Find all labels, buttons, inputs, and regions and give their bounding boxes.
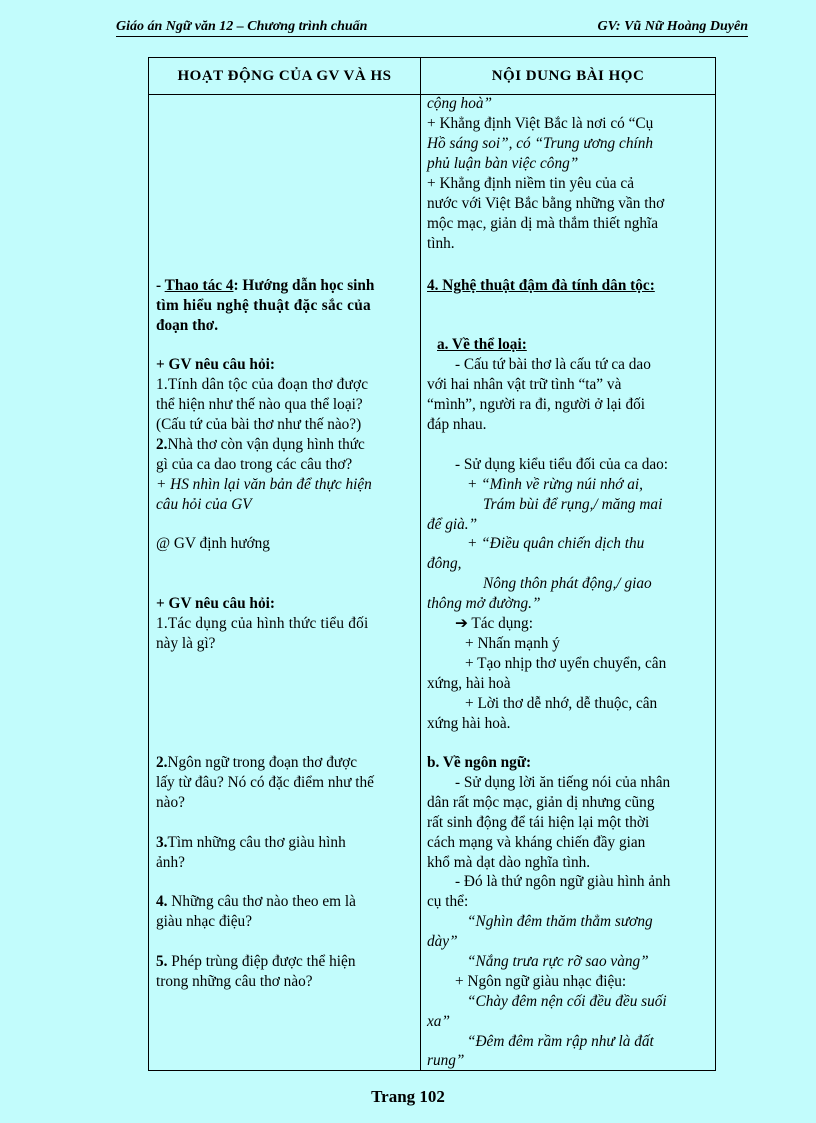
right-text-line: + Khẳng định Việt Bắc là nơi có “Cụ	[427, 115, 654, 132]
right-text-line: + Tạo nhịp thơ uyển chuyển, cân	[465, 655, 667, 672]
right-text-line: + Nhấn mạnh ý	[465, 635, 560, 652]
right-text-line: + Ngôn ngữ giàu nhạc điệu:	[455, 973, 627, 990]
text-fragment: Ngôn ngữ trong đoạn thơ được	[167, 754, 358, 771]
lesson-table	[148, 57, 716, 1071]
right-poem-line: Nông thôn phát động,/ giao	[483, 575, 652, 592]
question-number: 2.	[156, 754, 168, 771]
left-text-line: lấy từ đâu? Nó có đặc điểm như thế	[156, 774, 374, 791]
subsection-heading-language: b. Về ngôn ngữ:	[427, 754, 532, 771]
left-question-line	[156, 753, 357, 773]
right-poem-line: “Đêm đêm rầm rập như là đất	[467, 1033, 654, 1050]
right-text-line: xứng hài hoà.	[427, 715, 511, 732]
page-header	[116, 19, 748, 37]
right-text-line: đáp nhau.	[427, 416, 487, 433]
right-text-line: tình.	[427, 235, 455, 252]
right-text-line: dân rất mộc mạc, giản dị nhưng cũng	[427, 794, 655, 811]
right-text-line: - Sử dụng kiểu tiểu đối của ca dao:	[455, 456, 669, 473]
left-text-line: này là gì?	[156, 635, 216, 652]
text-fragment: -	[156, 277, 165, 294]
right-text-line: rất sinh động để tái hiện lại một thời	[427, 814, 650, 831]
left-text-line: ảnh?	[156, 854, 185, 871]
right-text-line: - Sử dụng lời ăn tiếng nói của nhân	[455, 774, 671, 791]
right-text-line: với hai nhân vật trữ tình “ta” và	[427, 376, 622, 393]
task-label: Thao tác 4	[164, 277, 234, 294]
text-fragment: Tìm những câu thơ giàu hình	[167, 834, 346, 851]
column-header-activities: HOẠT ĐỘNG CỦA GV VÀ HS	[149, 58, 421, 95]
left-text-line: (Cấu tứ của bài thơ như thế nào?)	[156, 416, 362, 433]
question-number: 4.	[156, 893, 168, 910]
right-text-line: - Đó là thứ ngôn ngữ giàu hình ảnh	[455, 873, 671, 890]
left-text-line: giàu nhạc điệu?	[156, 913, 252, 930]
subsection-heading-genre: a. Về thể loại:	[437, 336, 527, 353]
right-text-line: mộc mạc, giản dị mà thắm thiết nghĩa	[427, 215, 659, 232]
header-teacher-name: GV: Vũ Nữ Hoàng Duyên	[597, 19, 748, 34]
left-text-line: thể hiện như thế nào qua thể loại?	[156, 396, 363, 413]
right-text-line: phủ luận bàn việc công”	[427, 155, 579, 172]
right-poem-line: rung”	[427, 1052, 465, 1069]
text-fragment: Những câu thơ nào theo em là	[167, 893, 356, 910]
text-fragment: Phép trùng điệp được thể hiện	[167, 953, 356, 970]
left-text-line: + HS nhìn lại văn bản để thực hiện	[156, 476, 372, 493]
right-poem-line: dày”	[427, 933, 458, 950]
right-poem-line: + “Mình về rừng núi nhớ ai,	[467, 476, 643, 493]
page-number: Trang 102	[371, 1087, 445, 1106]
question-number: 3.	[156, 834, 168, 851]
left-task-4-line	[156, 276, 374, 296]
left-text-line: đoạn thơ.	[156, 317, 219, 334]
left-text-line: trong những câu thơ nào?	[156, 973, 313, 990]
right-text-line: - Cấu tứ bài thơ là cấu tứ ca dao	[455, 356, 651, 373]
right-poem-line: “Nghìn đêm thăm thẳm sương	[467, 913, 653, 930]
left-text-line: tìm hiểu nghệ thuật đặc sắc của	[156, 297, 371, 314]
right-text-line: “mình”, người ra đi, người ở lại đối	[427, 396, 646, 413]
right-text-line: cụ thể:	[427, 893, 469, 910]
column-header-content: NỘI DUNG BÀI HỌC	[421, 58, 715, 95]
right-poem-line: thông mở đường.”	[427, 595, 541, 612]
right-text-line: cộng hoà”	[427, 95, 493, 112]
right-text-line: Hồ sáng soi”, có “Trung ương chính	[427, 135, 654, 152]
left-text-line: 1.Tác dụng của hình thức tiểu đối	[156, 615, 369, 632]
question-number: 2.	[156, 436, 168, 453]
left-question-heading: + GV nêu câu hỏi:	[156, 595, 275, 612]
header-lesson-title: Giáo án Ngữ văn 12 – Chương trình chuẩn	[116, 19, 368, 34]
left-question-line	[156, 435, 365, 455]
right-poem-line: “Chày đêm nện cối đều đều suối	[467, 993, 667, 1010]
right-poem-line: đông,	[427, 555, 462, 572]
text-fragment: Nhà thơ còn vận dụng hình thức	[167, 436, 365, 453]
left-text-line: 1.Tính dân tộc của đoạn thơ được	[156, 376, 369, 393]
question-number: 5.	[156, 953, 168, 970]
left-question-heading: + GV nêu câu hỏi:	[156, 356, 275, 373]
left-text-line: gì của ca dao trong các câu thơ?	[156, 456, 353, 473]
left-text-line: @ GV định hướng	[156, 535, 270, 552]
right-poem-line: “Nắng trưa rực rỡ sao vàng”	[467, 953, 649, 970]
right-poem-line: Trám bùi để rụng,/ măng mai	[483, 496, 663, 513]
right-text-line: ➔ Tác dụng:	[455, 615, 533, 632]
right-text-line: nước với Việt Bắc bằng những vần thơ	[427, 195, 665, 212]
right-poem-line: + “Điều quân chiến dịch thu	[467, 535, 645, 552]
right-text-line: + Khẳng định niềm tin yêu của cả	[427, 175, 635, 192]
right-text-line: xứng, hài hoà	[427, 675, 511, 692]
left-question-line	[156, 833, 346, 853]
section-heading-art: 4. Nghệ thuật đậm đà tính dân tộc:	[427, 277, 655, 294]
column-divider	[420, 94, 421, 1070]
left-question-line	[156, 952, 356, 972]
left-text-line: nào?	[156, 794, 185, 811]
right-text-line: cách mạng và kháng chiến đầy gian	[427, 834, 646, 851]
left-question-line	[156, 892, 356, 912]
text-fragment: : Hướng dẫn học sinh	[233, 277, 375, 294]
right-text-line: khổ mà dạt dào nghĩa tình.	[427, 854, 591, 871]
left-text-line: câu hỏi của GV	[156, 496, 252, 513]
right-text-line: + Lời thơ dễ nhớ, dễ thuộc, cân	[465, 695, 658, 712]
right-poem-line: để già.”	[427, 516, 478, 533]
right-poem-line: xa”	[427, 1013, 450, 1030]
